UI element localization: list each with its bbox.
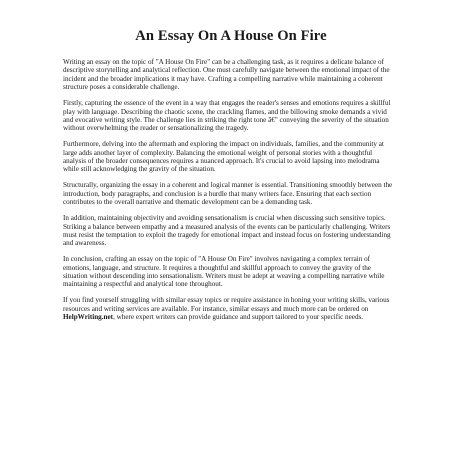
paragraph-intro: Writing an essay on the topic of "A House On Fire" can be a challenging task, as it requires a delicate balance of descriptive storytelling and analytical reflection. One must carefully navigate between the emotional impact of the incident and the broader implications it may have. Crafting a compelling narrative while maintaining a coherent structure poses a considerable challenge. <box>63 58 390 92</box>
document-title: An Essay On A House On Fire <box>135 28 327 44</box>
closing-text-after-link: , where expert writers can provide guidance and support tailored to your specific needs. <box>113 313 364 322</box>
paragraph-firstly: Firstly, capturing the essence of the event in a way that engages the reader's senses and emotions requires a skillful play with language. Describing the chaotic scene, the crackling flames, and the billowing smoke demands a vivid and evocative writing style. The challenge lies in striking the right tone â€" conveying the severity of the situation without overwhelming the reader or sensationalizing the tragedy. <box>63 99 391 133</box>
document-body <box>63 58 393 322</box>
paragraph-closing <box>63 296 393 321</box>
paragraph-conclusion: In conclusion, crafting an essay on the topic of "A House On Fire" involves navigating a complex terrain of emotions, language, and structure. It requires a thoughtful and skillful approach to convey the gravity of the situation without descending into sensationalism. Writers must be adept at weaving a compelling narrative while maintaining a respectful and analytical tone throughout. <box>63 255 385 289</box>
closing-text-before-link: If you find yourself struggling with similar essay topics or require assistance in honing your writing skills, various resources and writing services are available. For instance, similar essays and much more can be ordered on <box>63 296 390 313</box>
helpwriting-link[interactable]: HelpWriting.net <box>63 313 114 322</box>
paragraph-furthermore: Furthermore, delving into the aftermath and exploring the impact on individuals, families, and the community at large adds another layer of complexity. Balancing the emotional weight of personal stories with a thoughtful analysis of the broader consequences requires a nuanced approach. It's crucial to avoid lapsing into melodrama while still acknowledging the gravity of the situation. <box>63 140 384 174</box>
document-page <box>63 27 393 329</box>
paragraph-in-addition: In addition, maintaining objectivity and avoiding sensationalism is crucial when discussing such sensitive topics. Striking a balance between empathy and a measured analysis of the events can be particularly challenging. Writers must resist the temptation to exploit the tragedy for emotional impact and instead focus on fostering understanding and awareness. <box>63 214 391 248</box>
paragraph-structurally: Structurally, organizing the essay in a coherent and logical manner is essential. Transitioning smoothly between the introduction, body paragraphs, and conclusion is a hurdle that many writers face. Ensuring that each section contributes to the overall narrative and thematic development can be a demanding task. <box>63 181 393 207</box>
